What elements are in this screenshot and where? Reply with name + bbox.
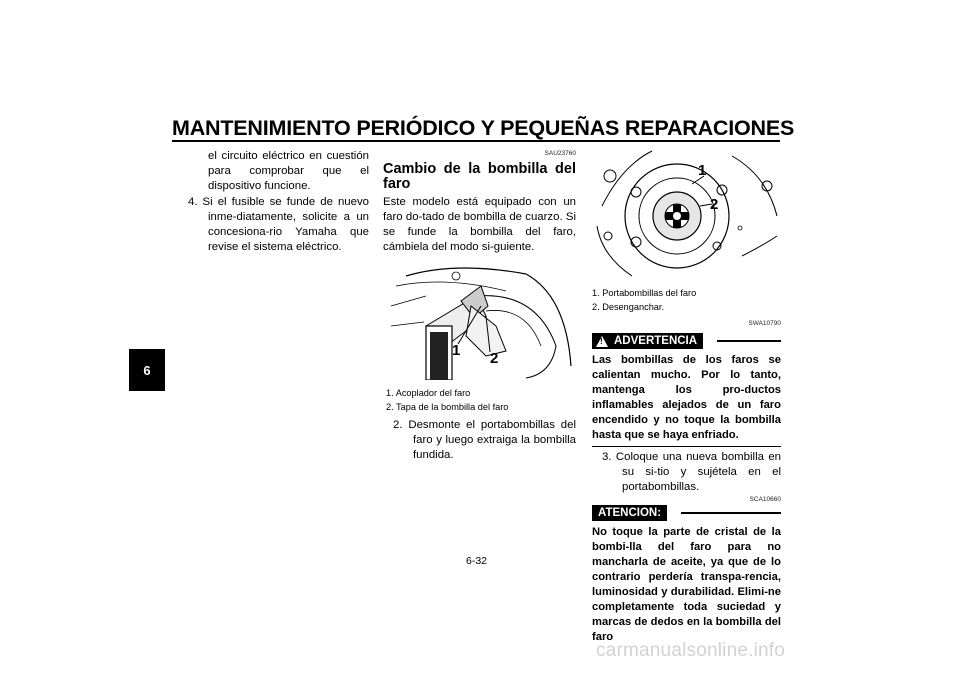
warning-header (592, 333, 781, 349)
column-1 (188, 149, 369, 255)
paragraph-fuse-check: el circuito eléctrico en cuestión para comprobar que el dispositivo funcione. (208, 150, 369, 193)
section-code: SAU23760 (544, 150, 576, 157)
warning-label: ADVERTENCIA (614, 335, 698, 347)
caption-1: 1. Portabombillas del faro (592, 288, 697, 298)
step-4: 4. Si el fusible se funde de nuevo inme-diatamente, solicite a un concesiona-rio Yamaha que revise el sistema eléctrico. (188, 195, 369, 254)
caution-header (592, 505, 781, 521)
intro-paragraph: Este modelo está equipado con un faro do-tado de bombilla de cuarzo. Si se funde la bombilla del faro, cámbiela del modo si-guiente. (383, 195, 576, 254)
warning-badge (592, 333, 703, 349)
figure-1-captions (386, 387, 576, 414)
warning-rule (717, 340, 781, 342)
step-2: 2. Desmonte el portabombillas del faro y luego extraiga la bombilla fundida. (393, 419, 576, 462)
figure-bulb-holder (592, 146, 781, 280)
warning-end-rule (592, 446, 781, 447)
chapter-tab: 6 (129, 349, 165, 391)
caption-2: 2. Tapa de la bombilla del faro (386, 401, 509, 412)
caption-2: 2. Desenganchar. (592, 301, 665, 312)
warning-code: SWA10790 (748, 320, 781, 327)
section-heading: Cambio de la bombilla del faro (383, 161, 576, 193)
page-title: MANTENIMIENTO PERIÓDICO Y PEQUEÑAS REPARACIONES (172, 116, 795, 140)
caution-text: No toque la parte de cristal de la bombi-lla del faro para no mancharla de aceite, ya que de lo contrario perdería transpa-rencia, luminosidad y durabilidad. Elimi-ne completamente toda suciedad y marcas de dedos en la bombilla del faro (592, 525, 781, 643)
caption-1: 1. Acoplador del faro (386, 388, 471, 398)
watermark: carmanualsonline.info (596, 640, 786, 661)
figure-label-1: 1 (452, 342, 461, 359)
warning-triangle-icon: ! (596, 336, 608, 347)
column-3 (592, 287, 781, 645)
figure-illustration (386, 256, 576, 380)
figure-label-2: 2 (490, 350, 499, 367)
figure-headlight-coupler (386, 256, 576, 380)
page-number: 6-32 (466, 555, 488, 567)
step-2-container (393, 418, 576, 464)
caution-rule (681, 512, 781, 514)
figure-label-2: 2 (710, 196, 719, 213)
figure-illustration (592, 146, 781, 280)
caution-badge: ATENCION: (592, 505, 667, 521)
warning-text: Las bombillas de los faros se calientan mucho. Por lo tanto, mantenga los pro-ductos inflamables alejados de un faro encendido y no toque la bombilla hasta que se haya enfriado. (592, 354, 781, 441)
figure-label-1: 1 (698, 162, 707, 179)
title-rule (172, 140, 780, 142)
caution-code: SCA10660 (749, 495, 781, 503)
step-3: 3. Coloque una nueva bombilla en su si-tio y sujétela en el portabombillas. (602, 451, 781, 494)
